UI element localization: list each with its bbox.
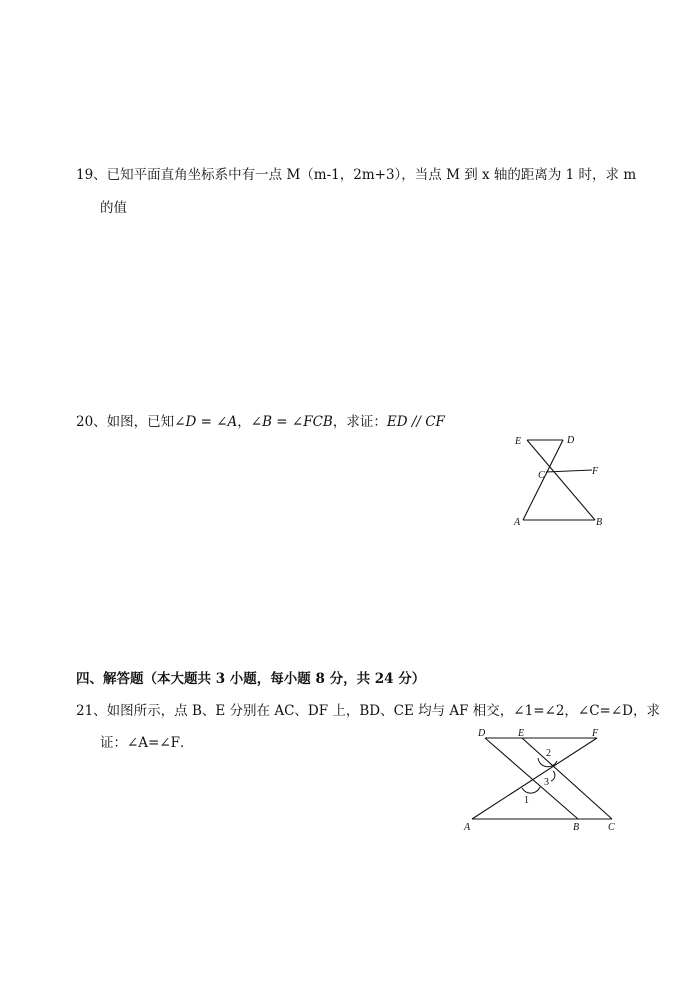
q21-label-C: C bbox=[608, 822, 615, 833]
q21-angle-label-2: 2 bbox=[546, 748, 551, 759]
q19-line1: 19、已知平面直角坐标系中有一点 M（m-1，2m+3），当点 M 到 x 轴的距离为 1 时，求 m bbox=[76, 167, 637, 183]
q20-separator: ， bbox=[237, 414, 251, 430]
q20-label-E: E bbox=[515, 436, 522, 447]
q21-angle-label-3: 3 bbox=[544, 777, 549, 788]
q19-line2: 的值 bbox=[100, 200, 127, 216]
q20-condition-2: ∠B = ∠FCB bbox=[250, 414, 333, 430]
q20-mid: ，求证： bbox=[332, 414, 387, 430]
q21-line2: 证：∠A=∠F． bbox=[100, 735, 194, 751]
q21-label-E: E bbox=[518, 728, 525, 739]
q20-condition-1: ∠D = ∠A bbox=[174, 414, 238, 430]
section4-title: 四、解答题（本大题共 3 小题，每小题 8 分，共 24 分） bbox=[76, 671, 426, 687]
q20-label-B: B bbox=[596, 517, 603, 528]
q20-label-F: F bbox=[592, 466, 599, 477]
q20-prefix: 20、如图，已知 bbox=[76, 414, 175, 430]
q20-label-D: D bbox=[567, 435, 575, 446]
q20-goal: ED // CF bbox=[386, 414, 445, 430]
q20-statement bbox=[76, 413, 445, 431]
q21-line1: 21、如图所示，点 B、E 分别在 AC、DF 上，BD、CE 均与 AF 相交，∠1=∠2，∠C=∠D，求 bbox=[76, 703, 661, 719]
q21-line-DB bbox=[485, 738, 578, 819]
q21-angle-arc-3 bbox=[551, 771, 555, 781]
q21-figure bbox=[460, 725, 630, 837]
q21-label-D: D bbox=[478, 728, 486, 739]
q20-figure bbox=[510, 432, 620, 532]
q21-label-F: F bbox=[592, 728, 599, 739]
q21-label-B: B bbox=[573, 822, 580, 833]
q21-line-AF bbox=[472, 738, 597, 819]
q20-label-A: A bbox=[514, 517, 521, 528]
q20-label-C: C bbox=[538, 470, 545, 481]
q21-label-A: A bbox=[464, 822, 471, 833]
q21-angle-label-1: 1 bbox=[524, 795, 529, 806]
q21-angle-arc-1 bbox=[522, 787, 540, 793]
